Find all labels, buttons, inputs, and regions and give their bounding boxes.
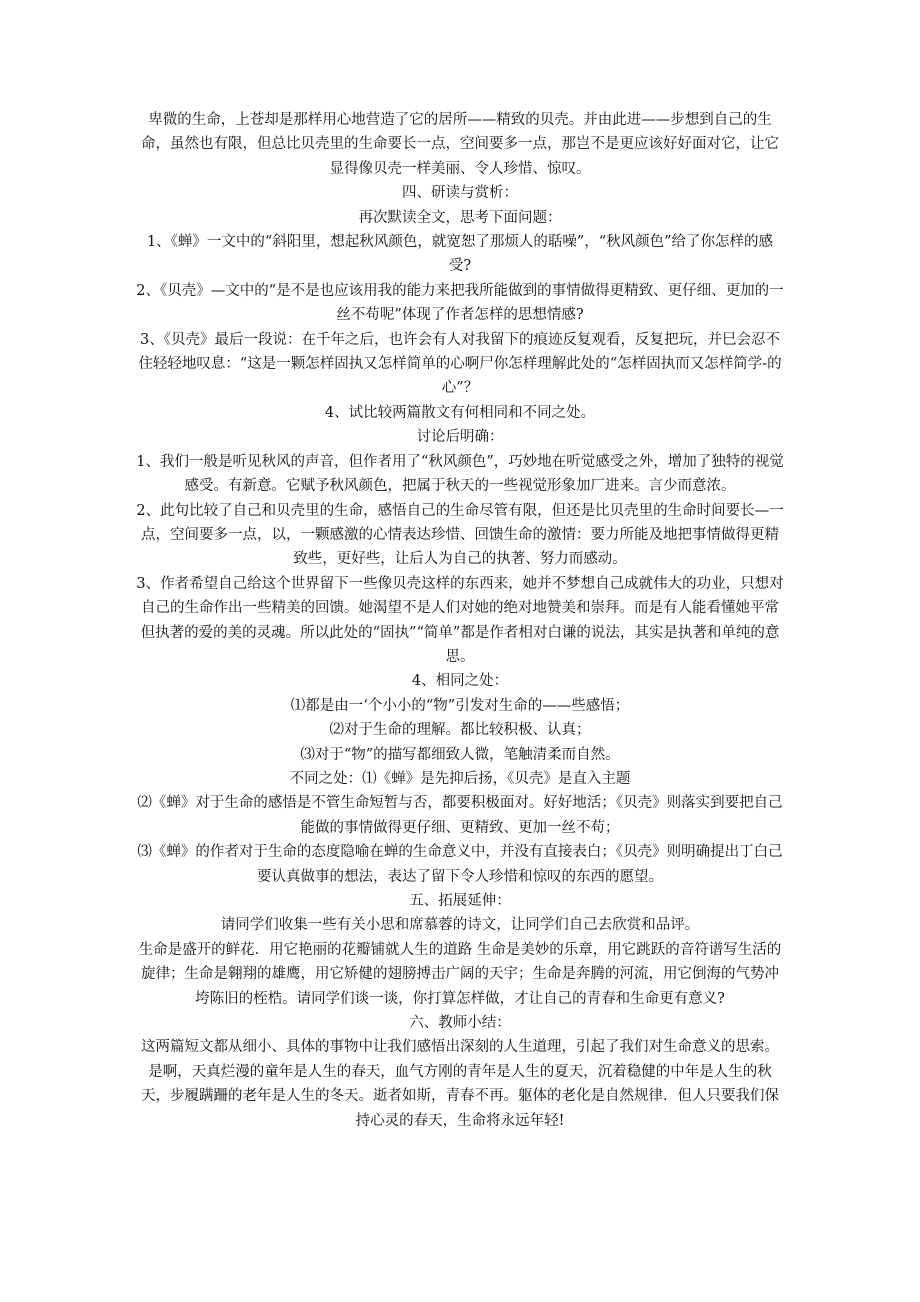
extension-passage: 生命是盛开的鲜花．用它艳丽的花瓣铺就人生的道路 生命是美妙的乐章，用它跳跃的音符谱写生活的旋律；生命是翱翔的雄鹰，用它矫健的翅膀搏击广阔的天宇；生命是奔腾的河流，用它倒海的气势冲垮陈旧的桎梏。请同学们谈一谈，你打算怎样做，才让自己的青春和生命更有意义? <box>138 941 782 1007</box>
question-2: 2、《贝壳》—文中的“是不是也应该用我的能力来把我所能做到的事情做得更精致、更仔细、更加的一丝不苟呢”体现了作者怎样的思想情感? <box>136 282 784 324</box>
section-heading-5: 五、拓展延伸： <box>409 893 511 909</box>
paragraph-intro: 卑微的生命，上苍却是那样用心地营造了它的居所——精致的贝壳。并由此进——步想到自己的生命，虽然也有限，但总比贝壳里的生命要长一点，空间要多一点，那岂不是更应该好好面对它，让它显得像贝壳一样美丽、令人珍惜、惊叹。 <box>141 112 779 177</box>
question-3: 3、《贝壳》最后一段说：在千年之后，也许会有人对我留下的痕迹反复观看，反复把玩，并巳会忍不住轻轻地叹息：“这是一颗怎样固执又怎样简单的心啊尸你怎样理解此处的“怎样固执而又怎样简学-的心”？ <box>138 331 782 397</box>
difference-1: 不同之处：⑴《蝉》是先抑后扬，《贝壳》是直入主题 <box>289 770 631 787</box>
section-heading-4: 四、研读与赏析： <box>402 185 518 202</box>
extension-instruction: 请同学们收集一些有关小思和席慕蓉的诗文，让同学们自己去欣赏和品评。 <box>220 917 700 934</box>
discussion-heading: 讨论后明确： <box>416 429 504 446</box>
similarity-1: ⑴都是由一‘个小小的“物”引发对生命的——些感悟； <box>290 697 630 714</box>
teacher-summary: 这两篇短文都从细小、具体的事物中让我们感悟出深刻的人生道理，引起了我们对生命意义的思索。是啊，天真烂漫的童年是人生的春天，血气方刚的青年是人生的夏天，沉着稳健的中年是人生的秋天，步履蹒跚的老年是人生的冬天。逝者如斯，青春不再。躯体的老化是自然规律．但人只要我们保持心灵的春天，生命将永远年轻! <box>141 1039 779 1129</box>
similarity-3: ⑶对于“物”的描写都细致人微，笔触清柔而自然。 <box>300 746 620 763</box>
difference-2: ⑵《蝉》对于生命的感悟是不管生命短暂与否，都要积极面对。好好地活；《贝壳》则落实到要把自己能做的事情做得更仔细、更精致、更加一丝不苟； <box>137 795 783 836</box>
document-body <box>136 108 784 1133</box>
question-1: 1、《蝉》一文中的“斜阳里，想起秋风颜色，就宽恕了那烦人的聒噪”，“秋风颜色”给了你怎样的感受? <box>146 234 774 275</box>
answer-2: 2、此句比较了自己和贝壳里的生命，感悟自己的生命尽管有限，但还是比贝壳里的生命时间要长—一点，空间要多一点，以，一颗感激的心情表达珍惜、回馈生命的激情：要力所能及地把事情做得更精致些，更好些，让后人为自己的执著、努力而感动。 <box>136 502 784 568</box>
answer-1: 1、我们一般是听见秋风的声音，但作者用了“秋风颜色”，巧妙地在听觉感受之外，增加了独特的视觉感受。有新意。它赋予秋风颜色，把属于秋天的一些视觉形象加厂进来。言少而意浓。 <box>136 453 784 495</box>
difference-3: ⑶《蝉》的作者对于生命的态度隐喻在蝉的生命意义中，并没有直接表白；《贝壳》则明确提出丁白己要认真做事的想法，表达了留下令人珍惜和惊叹的东西的愿望。 <box>137 844 783 885</box>
similarity-2: ⑵对于生命的理解。都比较积极、认真； <box>329 722 591 739</box>
paragraph-instruction: 再次默读全文，思考下面问题： <box>358 209 562 226</box>
question-4: 4、试比较两篇散文有何相同和不同之处。 <box>324 404 596 421</box>
section-heading-6: 六、教师小结： <box>409 1015 511 1032</box>
answer-4-heading: 4、相同之处： <box>411 673 509 690</box>
answer-3: 3、作者希望自己给这个世界留下一些像贝壳这样的东西来，她并不梦想自己成就伟大的功业，只想对自己的生命作出一些精美的回馈。她渴望不是人们对她的绝对地赞美和崇拜。而是有人能看懂她平常但执著的爱的美的灵魂。所以此处的“固执”“简单”都是作者相对白谦的说法，其实是执著和单纯的意思。 <box>136 575 784 665</box>
